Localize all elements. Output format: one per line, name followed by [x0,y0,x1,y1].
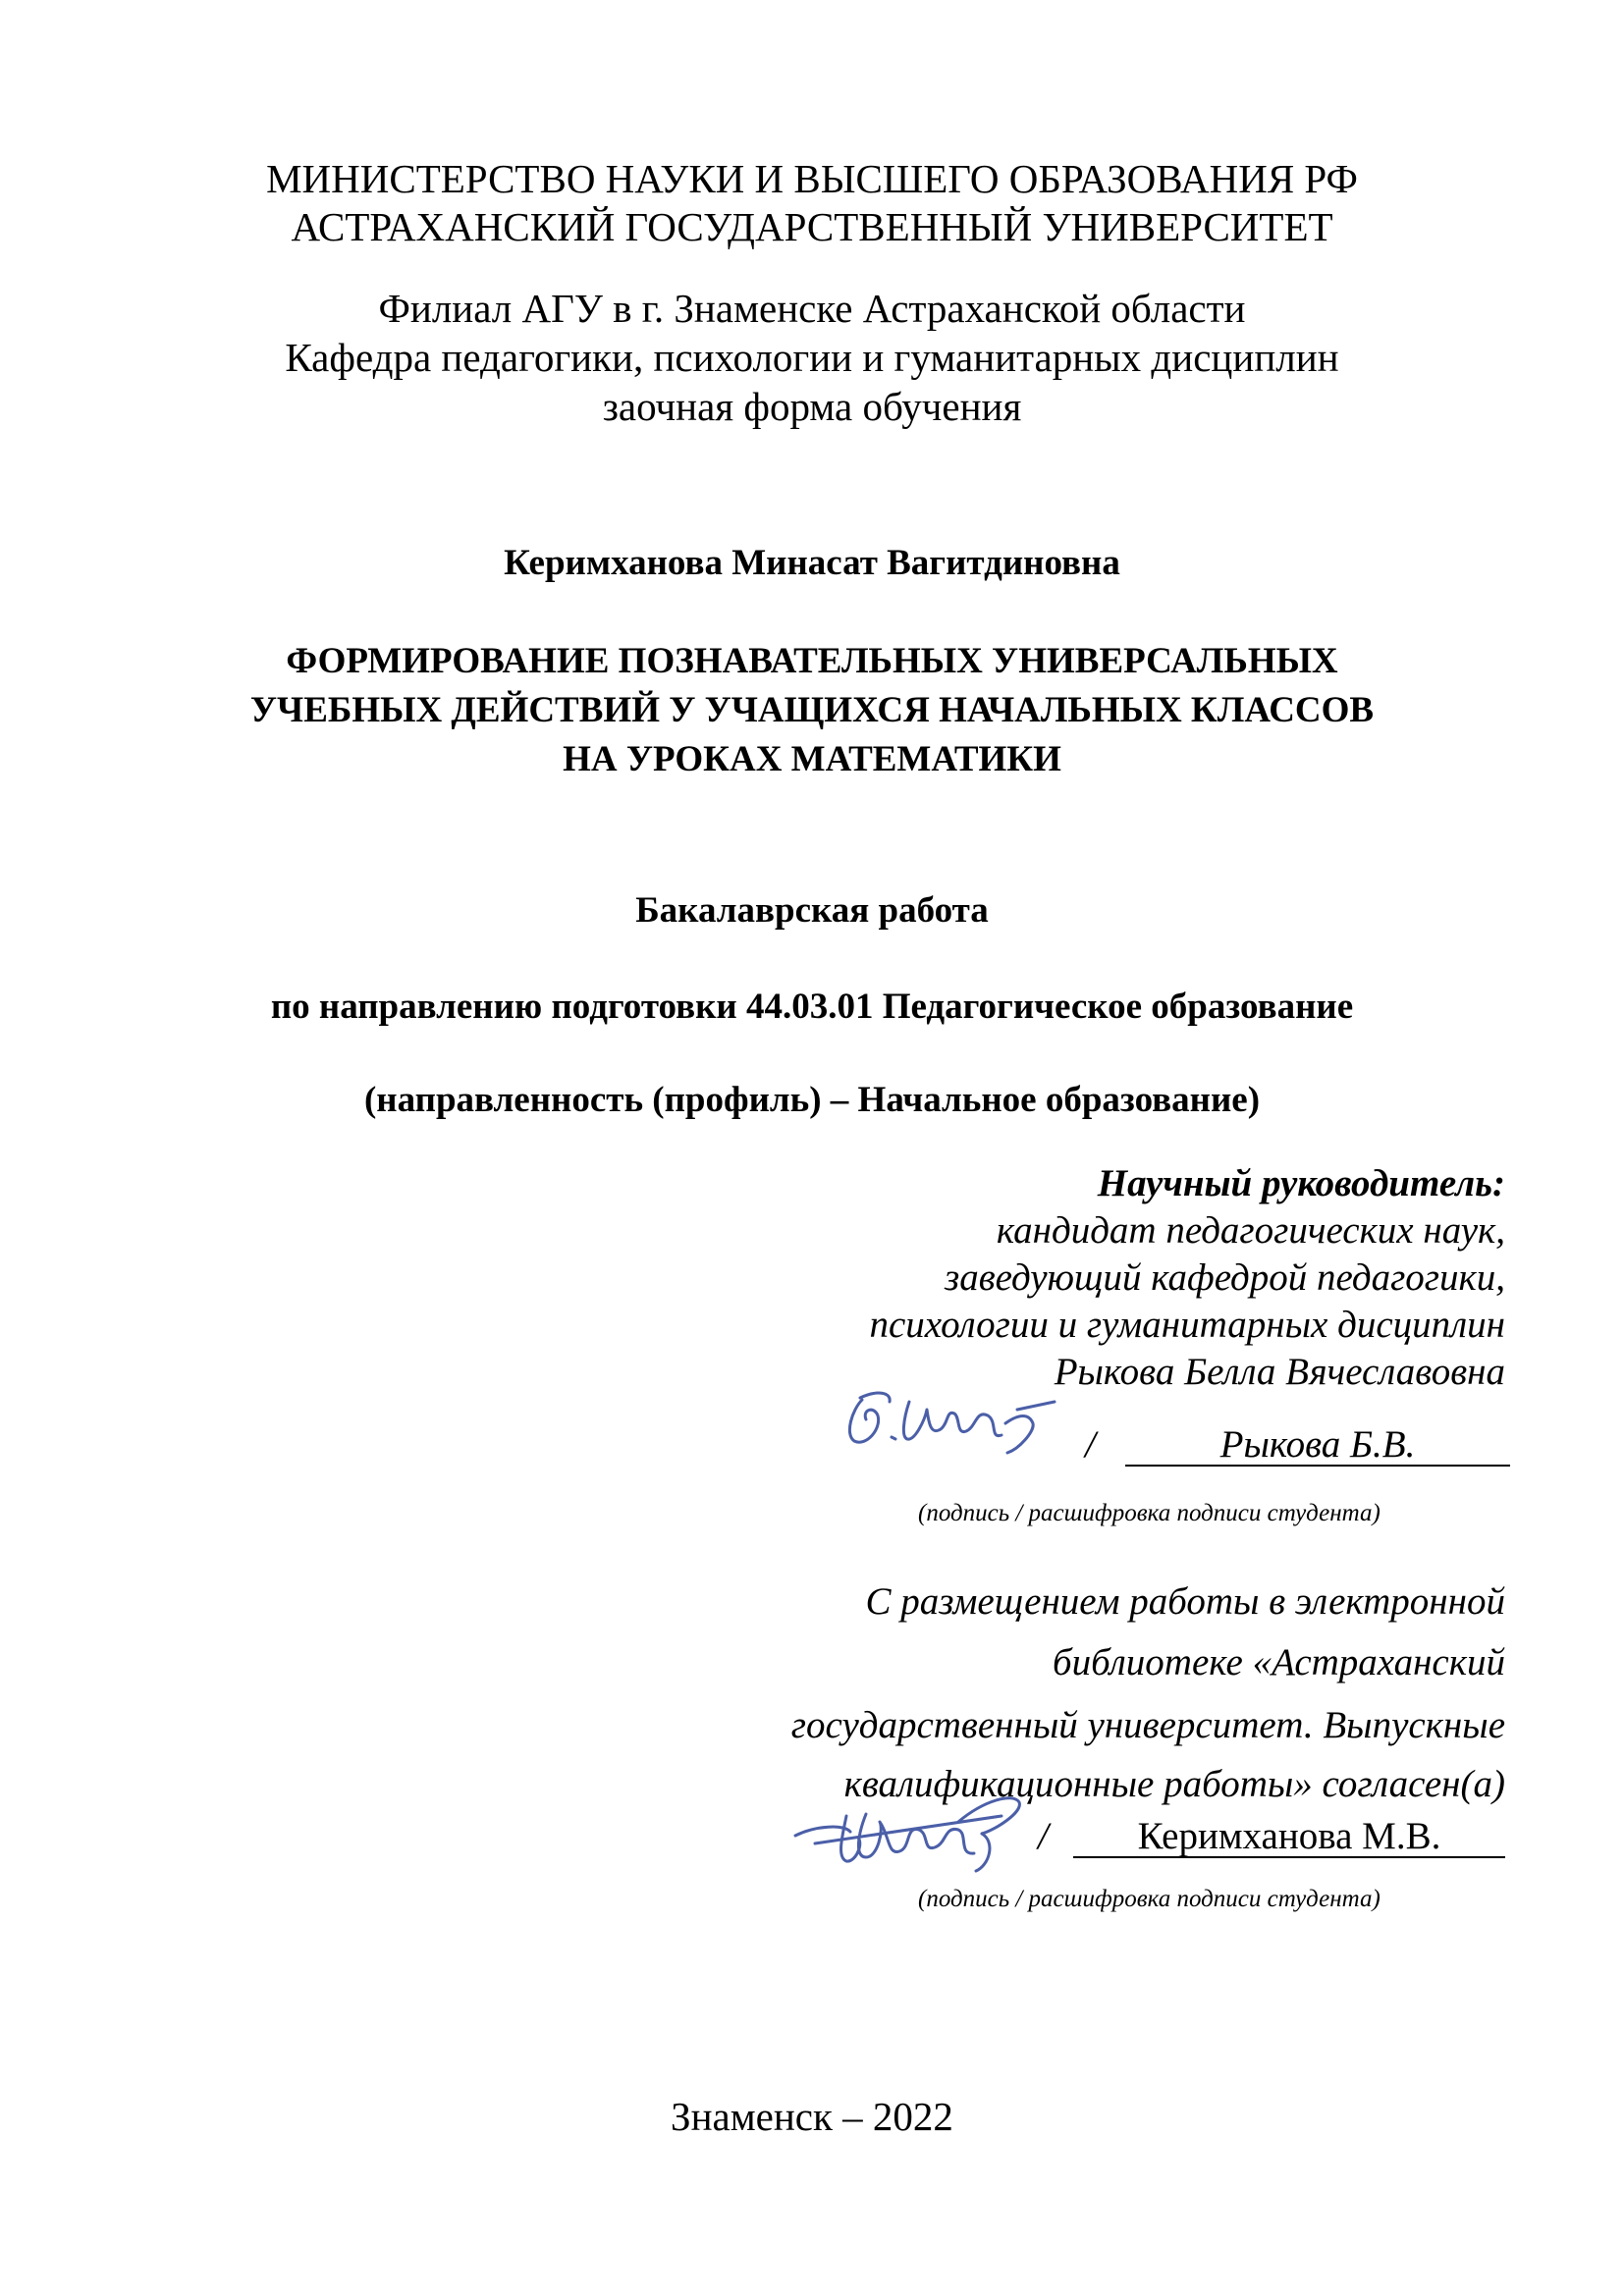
supervisor-line-2: заведующий кафедрой педагогики, [945,1256,1505,1299]
student-name-decoding: Керимханова М.В. [1073,1817,1505,1858]
supervisor-signature-caption: (подпись / расшифровка подписи студента) [918,1500,1380,1526]
university-name: АСТРАХАНСКИЙ ГОСУДАРСТВЕННЫЙ УНИВЕРСИТЕТ [291,204,1333,249]
supervisor-line-1: кандидат педагогических наук, [996,1209,1505,1252]
study-profile: (направленность (профиль) – Начальное образование) [363,1080,1261,1120]
thesis-title-line-2: УЧЕБНЫХ ДЕЙСТВИЙ У УЧАЩИХСЯ НАЧАЛЬНЫХ КЛАССОВ [249,690,1375,730]
consent-line-1: С размещением работы в электронной [865,1580,1505,1623]
study-direction: по направлению подготовки 44.03.01 Педагогическое образование [270,987,1354,1027]
branch-name: Филиал АГУ в г. Знаменске Астраханской области [378,286,1246,331]
thesis-title-line-3: НА УРОКАХ МАТЕМАТИКИ [563,739,1061,779]
thesis-title-line-1: ФОРМИРОВАНИЕ ПОЗНАВАТЕЛЬНЫХ УНИВЕРСАЛЬНЫХ [286,641,1338,681]
consent-line-3: государственный университет. Выпускные [790,1704,1505,1746]
study-form: заочная форма обучения [602,384,1022,429]
department-name: Кафедра педагогики, психологии и гуманитарных дисциплин [285,335,1339,380]
city-year: Знаменск – 2022 [671,2094,953,2139]
author-name: Керимханова Минасат Вагитдиновна [504,543,1120,583]
student-signature-separator: / [1038,1815,1049,1857]
consent-line-2: библиотеке «Астраханский [1053,1641,1505,1683]
supervisor-signature [833,1380,1078,1459]
student-signature-caption: (подпись / расшифровка подписи студента) [918,1886,1380,1912]
consent-line-4: квалификационные работы» согласен(а) [843,1763,1505,1805]
supervisor-signature-separator: / [1085,1423,1096,1466]
supervisor-line-3: психологии и гуманитарных дисциплин [869,1304,1505,1346]
ministry-name: МИНИСТЕРСТВО НАУКИ И ВЫСШЕГО ОБРАЗОВАНИЯ РФ [266,156,1358,201]
supervisor-name-decoding: Рыкова Б.В. [1125,1425,1510,1467]
student-signature [756,1787,1051,1885]
work-type: Бакалаврская работа [635,890,989,931]
supervisor-heading: Научный руководитель: [1097,1162,1505,1204]
supervisor-name: Рыкова Белла Вячеславовна [1054,1351,1505,1393]
